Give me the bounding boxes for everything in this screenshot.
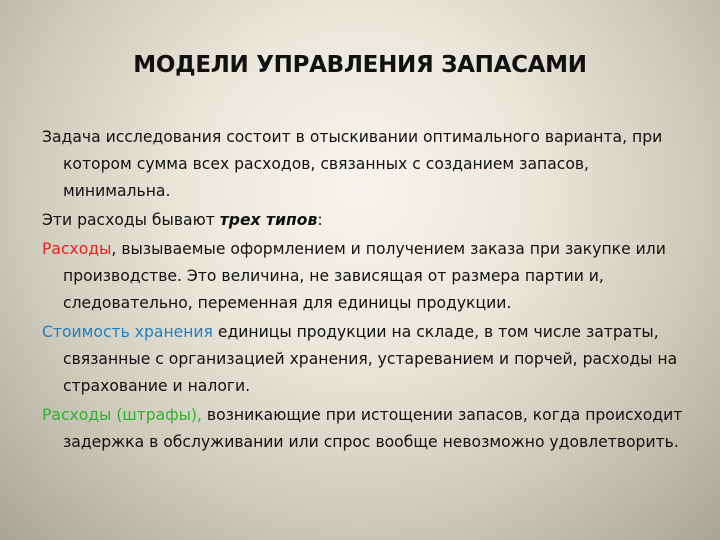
types-paragraph [42,207,692,234]
shortage-costs-item [42,402,692,456]
shortage-costs-label: Расходы (штрафы), [42,406,202,424]
types-prefix: Эти расходы бывают [42,211,220,229]
slide-title: МОДЕЛИ УПРАВЛЕНИЯ ЗАПАСАМИ [133,52,587,78]
types-suffix: : [317,211,323,229]
intro-paragraph [42,124,692,205]
slide-body [42,124,692,458]
shortage-costs-text: возникающие при истощении запасов, когда происходит задержка в обслуживании или спрос вообще невозможно удовлетворить. [63,406,683,451]
holding-costs-item [42,319,692,400]
ordering-costs-label: Расходы [42,240,112,258]
holding-costs-text: единицы продукции на складе, в том числе затраты, связанные с организацией хранения, устареванием и порчей, расходы на страхование и налоги. [63,323,678,395]
ordering-costs-item [42,236,692,317]
ordering-costs-text: , вызываемые оформлением и получением заказа при закупке или производстве. Это величина, не зависящая от размера партии и, следовательно, переменная для единицы продукции. [63,240,666,312]
types-emphasis: трех типов [219,211,318,229]
intro-text: Задача исследования состоит в отыскивании оптимального варианта, при котором сумма всех расходов, связанных с созданием запасов, минимальна. [42,128,663,200]
holding-costs-label: Стоимость хранения [42,323,213,341]
